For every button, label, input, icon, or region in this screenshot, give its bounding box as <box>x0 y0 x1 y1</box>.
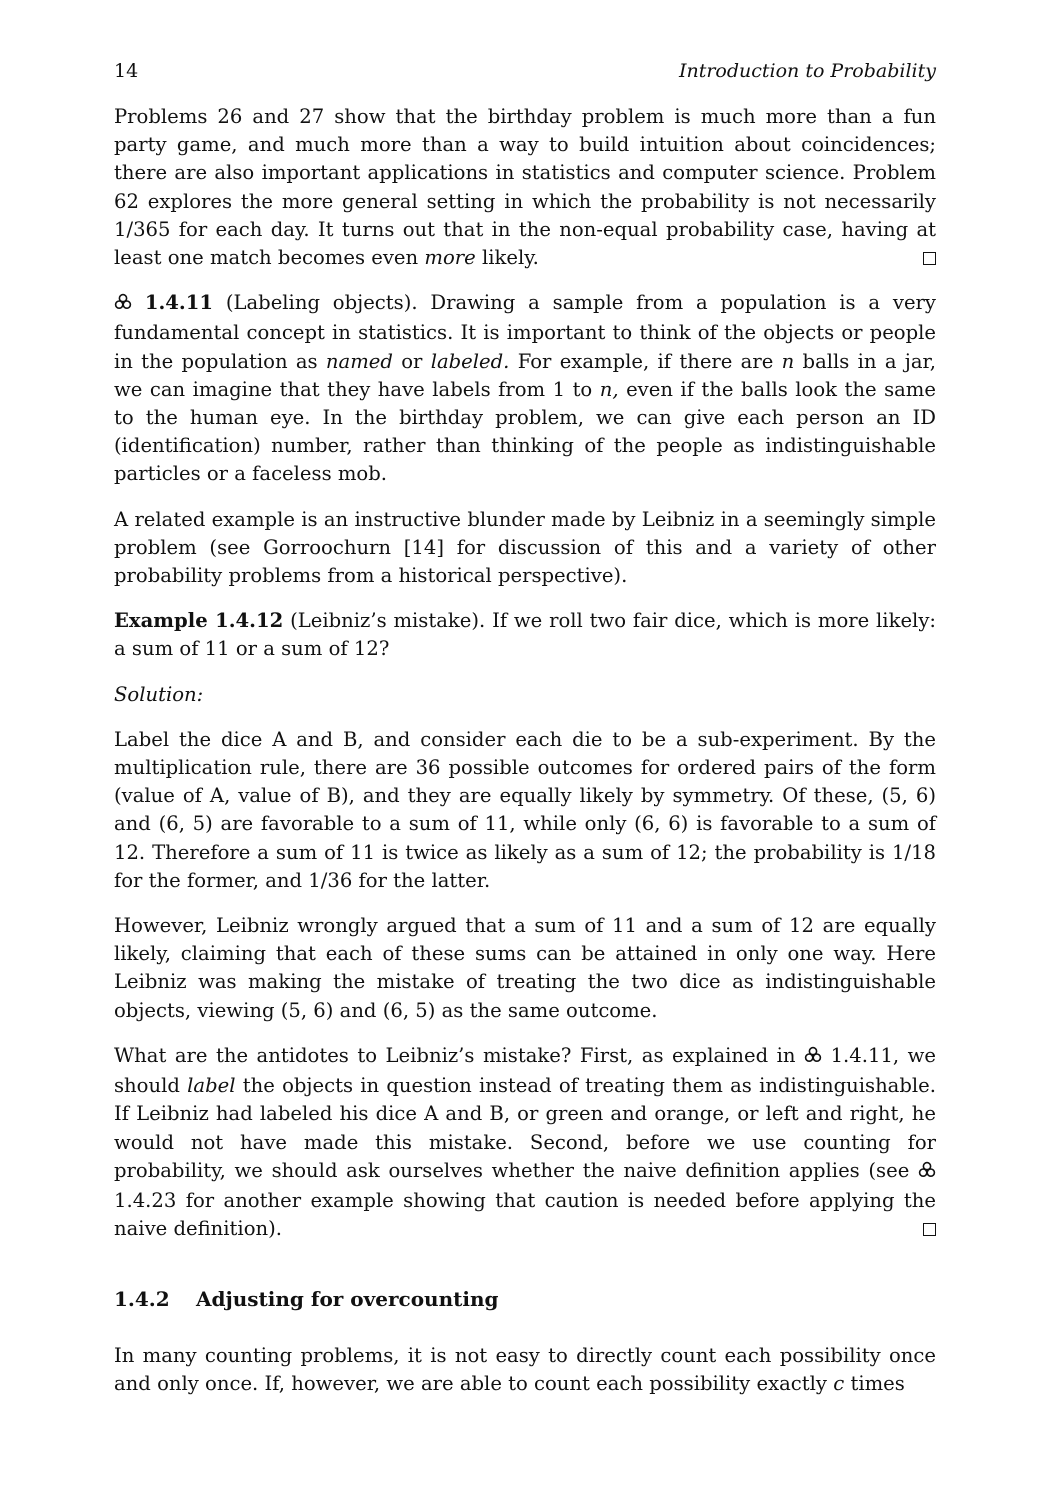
section-number: 1.4.2 <box>114 1287 170 1312</box>
paragraph-birthday-applications: Problems 26 and 27 show that the birthday problem is much more than a fun party game, and much more than a way to build intuition about coincidences; there are also important applications in statistics and computer science. Problem 62 explores the more general setting in which the probability is not necessarily 1/365 for each day. It turns out that in the non-equal probability case, having at least one match becomes even more likely. <box>114 105 936 270</box>
paragraph-overcounting: In many counting problems, it is not easy to directly count each possibility once and only once. If, however, we are able to count each possibility exactly c times <box>114 1343 936 1395</box>
solution-label: Solution: <box>114 682 204 706</box>
example-label: Example 1.4.12 <box>114 609 284 633</box>
running-title: Introduction to Probability <box>678 60 936 82</box>
example-title: (Leibniz’s mistake). <box>290 609 486 633</box>
paragraph-however: However, Leibniz wrongly argued that a sum of 11 and a sum of 12 are equally likely, claiming that each of these sums can be attained in only one way. Here Leibniz was making the mistake of treating the two dice as indistinguishable objects, viewing (5, 6) and (6, 5) as the same outcome. <box>114 914 936 1022</box>
biohazard-icon <box>804 1044 822 1072</box>
callout-number: 1.4.11 <box>144 291 213 315</box>
biohazard-icon <box>114 291 132 319</box>
paragraph-antidotes: What are the antidotes to Leibniz’s mistake? First, as explained in 1.4.11, we should label the objects in question instead of treating them as indistinguishable. If Leibniz had labeled his dice A and B, or green and orange, or left and right, he would not have made this mistake. Second, before we use counting for probability, we should ask ourselves whether the naive definition applies (see 1.4.23 for another example showing that caution is needed before applying the naive definition). <box>114 1043 937 1241</box>
biohazard-icon <box>918 1159 936 1187</box>
section-title: Adjusting for overcounting <box>196 1287 499 1312</box>
example-leibniz: Example 1.4.12 (Leibniz’s mistake). If we roll two fair dice, which is more likely: a sum of 11 or a sum of 12? <box>114 609 936 661</box>
paragraph-leibniz-intro: A related example is an instructive blunder made by Leibniz in a seemingly simple problem (see Gorroochurn [14] for discussion of this and a variety of other probability problems from a historical perspective). <box>114 507 936 588</box>
paragraph-solution: Label the dice A and B, and consider each die to be a sub-experiment. By the multiplication rule, there are 36 possible outcomes for ordered pairs of the form (value of A, value of B), and they are equally likely by symmetry. Of these, (5, 6) and (6, 5) are favorable to a sum of 11, while only (6, 6) is favorable to a sum of 12. Therefore a sum of 11 is twice as likely as a sum of 12; the probability is 1/18 for the former, and 1/36 for the latter. <box>114 727 936 892</box>
page-number: 14 <box>114 60 139 82</box>
section-heading <box>114 1285 936 1313</box>
paragraph-labeling-objects: 1.4.11 (Labeling objects). Drawing a sample from a population is a very fundamental concept in statistics. It is important to think of the objects or people in the population as named or labeled. For example, if there are n balls in a jar, we can imagine that they have labels from 1 to n, even if the balls look the same to the human eye. In the birthday problem, we can give each person an ID (identification) number, rather than thinking of the people as indistinguishable particles or a faceless mob. <box>114 291 936 486</box>
qed-square-icon <box>923 1223 936 1236</box>
callout-title: (Labeling objects). <box>225 291 418 315</box>
main-content <box>114 103 936 1415</box>
running-head <box>114 57 936 85</box>
qed-square-icon <box>923 252 936 265</box>
